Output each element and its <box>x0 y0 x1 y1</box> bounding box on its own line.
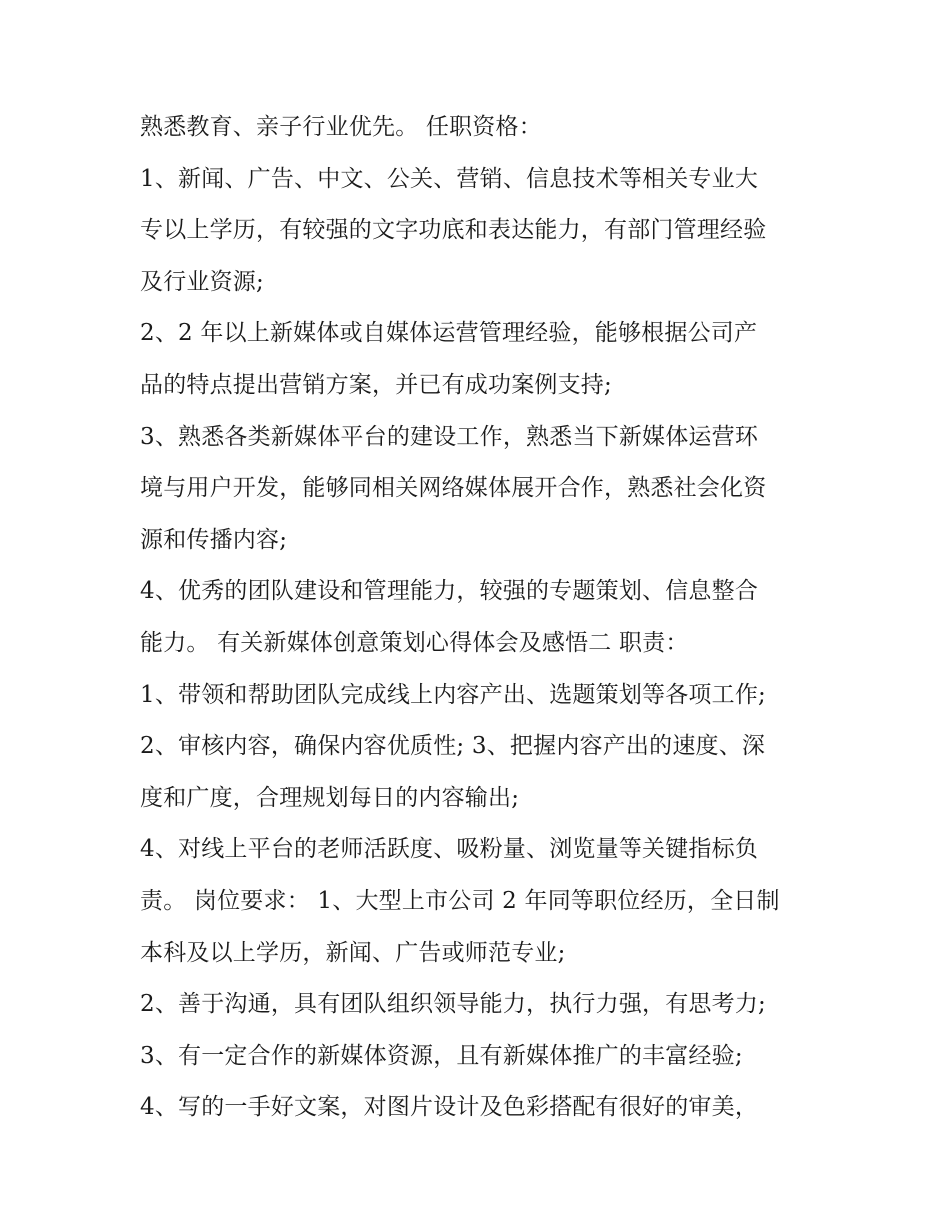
document-body <box>140 102 830 1134</box>
text-line: 专以上学历，有较强的文字功底和表达能力，有部门管理经验 <box>140 217 767 244</box>
text-line: 源和传播内容; <box>140 526 288 553</box>
text-line: 责。 岗位要求： 1、大型上市公司 2 年同等职位经历，全日制 <box>140 887 780 914</box>
text-line: 熟悉教育、亲子行业优先。 任职资格： <box>140 114 542 140</box>
text-line: 4、对线上平台的老师活跃度、吸粉量、浏览量等关键指标负 <box>140 836 759 863</box>
text-line: 及行业资源; <box>140 268 264 295</box>
text-line: 2、审核内容，确保内容优质性; 3、把握内容产出的速度、深 <box>140 733 766 760</box>
text-line: 3、有一定合作的新媒体资源，且有新媒体推广的丰富经验; <box>140 1042 743 1069</box>
text-line: 4、写的一手好文案，对图片设计及色彩搭配有很好的审美， <box>140 1094 759 1121</box>
text-line: 品的特点提出营销方案，并已有成功案例支持; <box>140 371 612 398</box>
text-line: 4、优秀的团队建设和管理能力，较强的专题策划、信息整合 <box>140 578 759 605</box>
text-line: 度和广度，合理规划每日的内容输出; <box>140 784 520 811</box>
text-line: 本科及以上学历，新闻、广告或师范专业; <box>140 939 566 966</box>
text-line: 3、熟悉各类新媒体平台的建设工作，熟悉当下新媒体运营环 <box>140 423 759 450</box>
text-line: 能力。 有关新媒体创意策划心得体会及感悟二 职责： <box>140 629 689 656</box>
text-line: 2、善于沟通，具有团队组织领导能力，执行力强，有思考力; <box>140 991 766 1018</box>
text-line: 境与用户开发，能够同相关网络媒体展开合作，熟悉社会化资 <box>140 475 767 502</box>
text-line: 1、带领和帮助团队完成线上内容产出、选题策划等各项工作; <box>140 681 766 708</box>
text-line: 2、2 年以上新媒体或自媒体运营管理经验，能够根据公司产 <box>140 320 758 347</box>
text-line: 1、新闻、广告、中文、公关、营销、信息技术等相关专业大 <box>140 165 759 192</box>
